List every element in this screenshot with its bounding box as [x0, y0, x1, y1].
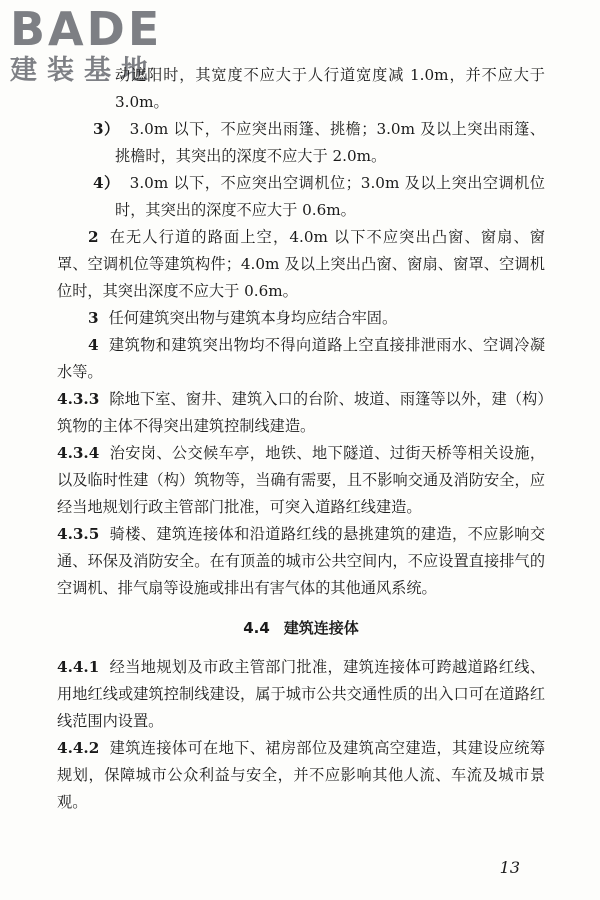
clause-number: 4.4.2 [57, 739, 100, 757]
item-number: 4 [88, 336, 99, 354]
section-title: 建筑连接体 [283, 619, 359, 637]
item-text: 任何建筑突出物与建筑本身均应结合牢固。 [108, 309, 398, 327]
clause-number: 4.4.1 [57, 658, 100, 676]
item-number: 2 [88, 228, 99, 246]
section-number: 4.4 [243, 619, 270, 637]
item-number: 3 [88, 309, 99, 327]
clause-4-3-3 [57, 386, 545, 440]
clause-number: 4.3.5 [57, 525, 100, 543]
clause-text: 骑楼、建筑连接体和沿道路红线的悬挑建筑的建造，不应影响交通、环保及消防安全。在有顶盖的城市公共空间内，不应设置直接排气的空调机、排气扇等设施或排出有害气体的其他通风系统。 [57, 525, 545, 597]
clause-4-4-2 [57, 735, 545, 816]
list-item-3 [57, 116, 545, 170]
clause-4-4-1 [57, 654, 545, 735]
clause-4-3-4 [57, 440, 545, 521]
list-text: 3.0m 以下，不应突出雨篷、挑檐；3.0m 及以上突出雨篷、挑檐时，其突出的深度不应大于 2.0m。 [115, 120, 545, 165]
clause-text: 治安岗、公交候车亭，地铁、地下隧道、过街天桥等相关设施，以及临时性建（构）筑物等，当确有需要，且不影响交通及消防安全，应经当地规划行政主管部门批准，可突入道路红线建造。 [57, 444, 545, 516]
item-3 [57, 305, 545, 332]
list-item-4 [57, 170, 545, 224]
logo-brand: BADE [10, 2, 163, 56]
list-number: 4） [93, 174, 120, 192]
clause-number: 4.3.4 [57, 444, 100, 462]
item-text: 在无人行道的路面上空，4.0m 以下不应突出凸窗、窗扇、窗罩、空调机位等建筑构件；4.0m 及以上突出凸窗、窗扇、窗罩、空调机位时，其突出深度不应大于 0.6m。 [57, 228, 545, 300]
clause-text: 建筑连接体可在地下、裙房部位及建筑高空建造，其建设应统筹规划，保障城市公众利益与安全，并不应影响其他人流、车流及城市景观。 [57, 739, 545, 811]
clause-4-3-5 [57, 521, 545, 602]
document-body [57, 62, 545, 816]
clause-number: 4.3.3 [57, 390, 100, 408]
item-2 [57, 224, 545, 305]
page-number: 13 [499, 858, 520, 877]
logo-subtitle: 建装基地 [10, 55, 158, 86]
section-heading [57, 615, 545, 642]
clause-text: 经当地规划及市政主管部门批准，建筑连接体可跨越道路红线、用地红线或建筑控制线建设，属于城市公共交通性质的出入口可在道路红线范围内设置。 [57, 658, 545, 730]
item-text: 建筑物和建筑突出物均不得向道路上空直接排泄雨水、空调冷凝水等。 [57, 336, 545, 381]
item-4 [57, 332, 545, 386]
clause-text: 除地下室、窗井、建筑入口的台阶、坡道、雨篷等以外，建（构）筑物的主体不得突出建筑控制线建造。 [57, 390, 545, 435]
list-text: 3.0m 以下，不应突出空调机位；3.0m 及以上突出空调机位时，其突出的深度不应大于 0.6m。 [115, 174, 545, 219]
paragraph-continuation: 动遮阳时，其宽度不应大于人行道宽度减 1.0m，并不应大于 3.0m。 [115, 66, 545, 111]
list-number: 3） [93, 120, 120, 138]
